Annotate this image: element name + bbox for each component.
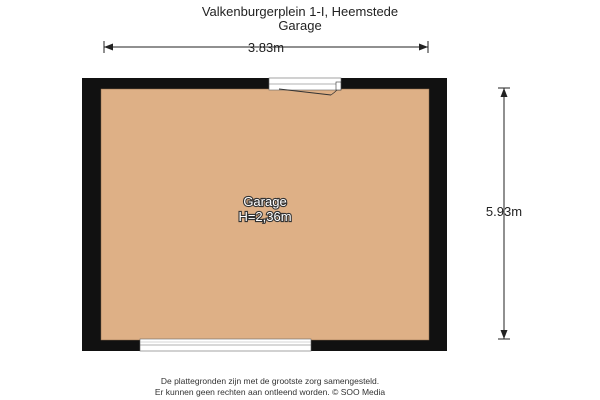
garage-door xyxy=(140,339,311,351)
room-height: H=2,36m xyxy=(238,209,292,224)
depth-label: 5.93m xyxy=(485,204,523,219)
disclaimer-line-2: Er kunnen geen rechten aan ontleend worden. © SOO Media xyxy=(154,387,386,397)
width-label: 3.83m xyxy=(247,40,285,55)
disclaimer-line-1: De plattegronden zijn met de grootste zorg samengesteld. xyxy=(160,376,380,386)
room-name: Garage xyxy=(243,194,287,209)
room-title: Garage xyxy=(278,18,322,33)
address-title: Valkenburgerplein 1-I, Heemstede xyxy=(201,4,399,19)
